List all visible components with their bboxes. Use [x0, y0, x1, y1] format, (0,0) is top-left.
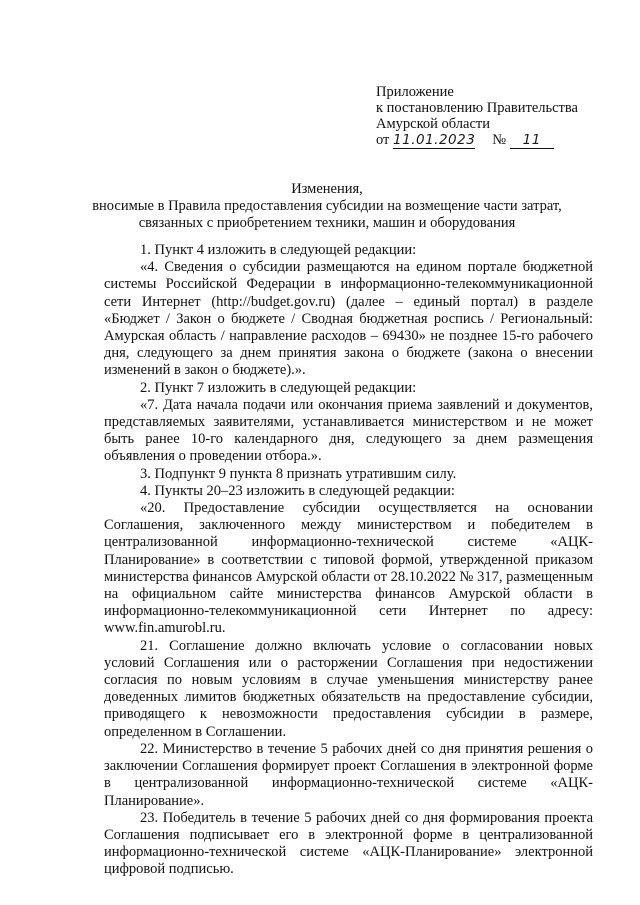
number-label: №: [492, 132, 507, 148]
annex-title: Приложение: [376, 84, 454, 100]
annex-resolution: к постановлению Правительства: [376, 100, 578, 116]
paragraph-clause-22: 22. Министерство в течение 5 рабочих дней со дня принятия решения о заключении Соглашения формирует проект Соглашения в электронной форме в централизованной информационно-технической системе «АЦК-Планирование».: [104, 740, 593, 809]
paragraph-clause-21: 21. Соглашение должно включать условие о согласовании новых условий Соглашения или о расторжении Соглашения при недостижении согласия по новым условиям в случае уменьшения министерству ранее доведенных лимитов бюджетных обязательств на предоставление субсидии, приводящего к невозможности предоставления субсидии в размере, определенном в Соглашении.: [104, 637, 593, 740]
title-line-2: вносимые в Правила предоставления субсидии на возмещение части затрат,: [92, 198, 562, 215]
handwritten-date: 11.01.2023: [393, 132, 476, 148]
paragraph-item-3: 3. Подпункт 9 пункта 8 признать утратившим силу.: [140, 465, 457, 482]
from-label: от: [376, 132, 390, 148]
annex-header: [376, 84, 578, 149]
handwritten-number: 11: [510, 132, 554, 149]
document-title: [92, 181, 562, 233]
paragraph-clause-23: 23. Победитель в течение 5 рабочих дней со дня формирования проекта Соглашения подписывает его в электронной форме в централизованной информационно-технической системе «АЦК-Планирование» электронной цифровой подписью.: [104, 809, 593, 878]
annex-region: Амурской области: [376, 116, 490, 132]
document-body: [104, 242, 593, 879]
paragraph-item-4: 4. Пункты 20–23 изложить в следующей редакции:: [140, 482, 455, 499]
annex-date-number: [376, 132, 578, 149]
paragraph-clause-4: «4. Сведения о субсидии размещаются на едином портале бюджетной системы Российской Федерации в информационно-телекоммуникационной сети Интернет (http://budget.gov.ru) (далее – единый портал) в разделе «Бюджет / Закон о бюджете / Сводная бюджетная роспись / Региональный: Амурская область / направление расходов – 69430» не позднее 15-го рабочего дня, следующего за днем принятия закона о бюджете (закона о внесении изменений в закон о бюджете).».: [104, 259, 593, 379]
paragraph-clause-7: «7. Дата начала подачи или окончания приема заявлений и документов, представляемых заявителями, устанавливается министерством и не может быть ранее 10-го календарного дня, следующего за днем размещения объявления о проведении отбора.».: [104, 396, 593, 465]
paragraph-clause-20: «20. Предоставление субсидии осуществляется на основании Соглашения, заключенного между министерством и победителем в централизованной информационно-технической системе «АЦК-Планирование» в соответствии с типовой формой, утвержденной приказом министерства финансов Амурской области от 28.10.2022 № 317, размещенным на официальном сайте министерства финансов Амурской области в информационно-телекоммуникационной сети Интернет по адресу: www.fin.amurobl.ru.: [104, 500, 593, 637]
title-line-3: связанных с приобретением техники, машин и оборудования: [138, 215, 516, 232]
title-line-1: Изменения,: [291, 181, 363, 197]
paragraph-item-1: 1. Пункт 4 изложить в следующей редакции:: [140, 242, 417, 258]
paragraph-item-2: 2. Пункт 7 изложить в следующей редакции:: [140, 379, 417, 396]
